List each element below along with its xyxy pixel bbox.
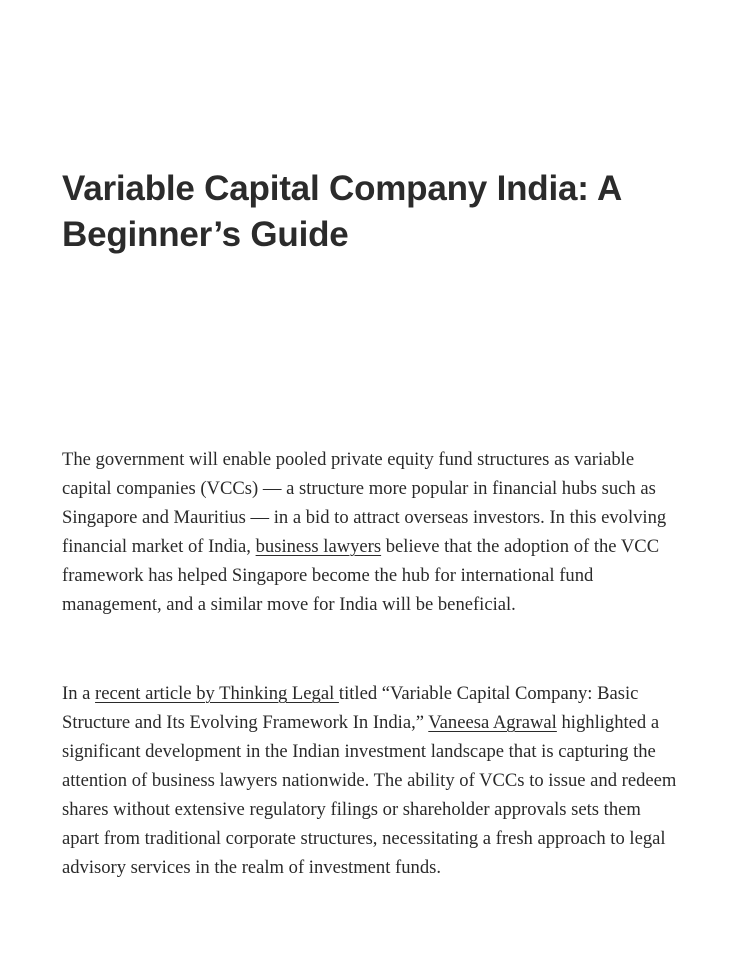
paragraph-intro bbox=[62, 445, 682, 619]
business-lawyers-link[interactable]: business lawyers bbox=[255, 536, 382, 557]
paragraph-article-summary bbox=[62, 679, 682, 882]
author-link[interactable]: Vaneesa Agrawal bbox=[428, 712, 557, 733]
paragraph-summary-text-start: In a bbox=[62, 683, 96, 704]
paragraph-summary-text-end: highlighted a significant development in the Indian investment landscape that is capturing the attention of business lawyers nationwide. The ability of VCCs to issue and redeem shares without extensive regulatory filings or shareholder approvals sets them apart from traditional corporate structures, necessitating a fresh approach to legal advisory services in the realm of investment funds. bbox=[62, 712, 677, 878]
paragraph-intro-text-start: The government will enable pooled private equity fund structures as variable capital companies (VCCs) — a structure more popular in financial hubs such as Singapore and Mauritius — in a bid to attract overseas investors. In this evolving financial market of India, bbox=[62, 449, 667, 557]
paragraph-intro-text-end: believe that the adoption of the VCC framework has helped Singapore become the hub for international fund management, and a similar move for India will be beneficial. bbox=[62, 536, 660, 615]
paragraph-summary-text-middle: titled “Variable Capital Company: Basic Structure and Its Evolving Framework In India,” bbox=[62, 683, 639, 733]
article-title: Variable Capital Company India: A Beginner’s Guide bbox=[62, 169, 621, 254]
recent-article-link[interactable]: recent article by Thinking Legal bbox=[95, 683, 339, 704]
